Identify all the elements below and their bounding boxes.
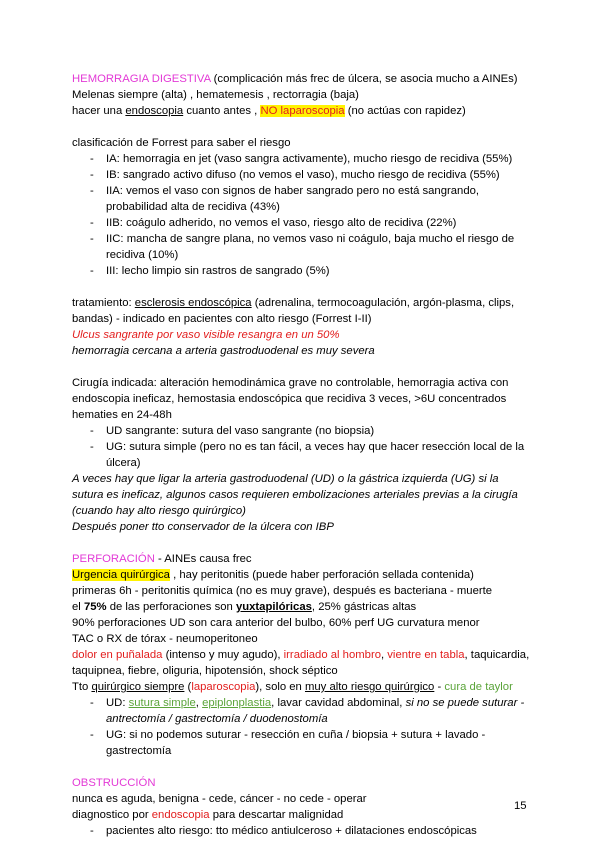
list-item: - UD sangrante: sutura del vaso sangrante (no biopsia): [72, 423, 532, 439]
paragraph: Urgencia quirúrgica , hay peritonitis (puede haber perforación sellada contenida): [72, 569, 474, 581]
page-number: 15: [514, 800, 527, 812]
section-heading-perforacion: PERFORACIÓN: [72, 553, 155, 565]
obstruccion-list: [72, 823, 532, 839]
list-item: - UG: sutura simple (pero no es tan fácil, a veces hay que hacer resección local de la úlcera): [72, 439, 532, 471]
list-item: - pacientes alto riesgo: tto médico antiulceroso + dilataciones endoscópicas: [72, 823, 532, 839]
tratamiento-paragraph: tratamiento: esclerosis endoscópica (adrenalina, termocoagulación, argón-plasma, clips, bandas) - indicado en pacientes con alto riesgo (Forrest I-II): [72, 297, 515, 325]
list-item: - IIB: coágulo adherido, no vemos el vaso, riesgo alto de recidiva (22%): [72, 215, 532, 231]
endoscopia-term: endoscopia: [125, 105, 184, 117]
list-item: - IIC: mancha de sangre plana, no vemos vaso ni coágulo, baja mucho el riesgo de recidiva (10%): [72, 231, 532, 263]
highlight-urgencia: Urgencia quirúrgica: [72, 569, 170, 581]
list-item: - UG: si no podemos suturar - resección en cuña / biopsia + sutura + lavado - gastrectomía: [72, 727, 532, 759]
ibp-note: Después poner tto conservador de la úlcera con IBP: [72, 521, 334, 533]
dolor-paragraph: dolor en puñalada (intenso y muy agudo), irradiado al hombro, vientre en tabla, taquicardia, taquipnea, fiebre, oliguria, hipotensión, shock séptico: [72, 649, 530, 677]
tto-paragraph: Tto quirúrgico siempre (laparoscopia), solo en muy alto riesgo quirúrgico - cura de taylor: [72, 681, 513, 693]
list-item: - IA: hemorragia en jet (vaso sangra activamente), mucho riesgo de recidiva (55%): [72, 151, 532, 167]
paragraph: TAC o RX de tórax - neumoperitoneo: [72, 633, 258, 645]
section-heading-obstruccion: OBSTRUCCIÓN: [72, 777, 156, 789]
highlight-no-laparoscopia: NO laparoscopia: [260, 105, 345, 117]
list-item: - IIA: vemos el vaso con signos de haber sangrado pero no está sangrando, probabilidad alta de recidiva (43%): [72, 183, 532, 215]
forrest-list: [72, 151, 532, 279]
paragraph: nunca es aguda, benigna - cede, cáncer - no cede - operar: [72, 793, 367, 805]
hemorragia-heading-line: HEMORRAGIA DIGESTIVA (complicación más frec de úlcera, se asocia mucho a AINEs): [72, 73, 518, 85]
perforacion-heading-line: PERFORACIÓN - AINEs causa frec: [72, 553, 252, 565]
ulcus-note: Ulcus sangrante por vaso visible resangra en un 50%: [72, 329, 340, 341]
paragraph: hacer una endoscopia cuanto antes , NO laparoscopia (no actúas con rapidez): [72, 105, 466, 117]
paragraph: diagnostico por endoscopia para descartar malignidad: [72, 809, 344, 821]
perforacion-list: [72, 695, 532, 759]
paragraph: el 75% de las perforaciones son yuxtapilóricas, 25% gástricas altas: [72, 601, 417, 613]
cirugia-paragraph: Cirugía indicada: alteración hemodinámica grave no controlable, hemorragia activa con endoscopia ineficaz, hemostasia endoscópica que recidiva 3 veces, >6U concentrados hematies en 24-48h: [72, 377, 509, 421]
paragraph: 90% perforaciones UD son cara anterior del bulbo, 60% perf UG curvatura menor: [72, 617, 480, 629]
list-item: - III: lecho limpio sin rastros de sangrado (5%): [72, 263, 532, 279]
paragraph: primeras 6h - peritonitis química (no es muy grave), después es bacteriana - muerte: [72, 585, 493, 597]
forrest-title: clasificación de Forrest para saber el riesgo: [72, 137, 291, 149]
cirugia-list: [72, 423, 532, 471]
list-item: - IB: sangrado activo difuso (no vemos el vaso), mucho riesgo de recidiva (55%): [72, 167, 532, 183]
document-page: [72, 71, 532, 839]
section-heading-hemorragia: HEMORRAGIA DIGESTIVA: [72, 73, 211, 85]
gastroduodenal-note: hemorragia cercana a arteria gastroduodenal es muy severa: [72, 345, 375, 357]
arteria-note: A veces hay que ligar la arteria gastroduodenal (UD) o la gástrica izquierda (UG) si la sutura es ineficaz, algunos casos requieren embolizaciones arteriales previas a la cirugía (cuando hay alto riesgo quirúrgico): [72, 473, 518, 517]
list-item: - UD: sutura simple, epiplonplastia, lavar cavidad abdominal, si no se puede suturar - antrectomía / gastrectomía / duodenostomía: [72, 695, 532, 727]
paragraph: Melenas siempre (alta) , hematemesis , rectorragia (baja): [72, 89, 359, 101]
